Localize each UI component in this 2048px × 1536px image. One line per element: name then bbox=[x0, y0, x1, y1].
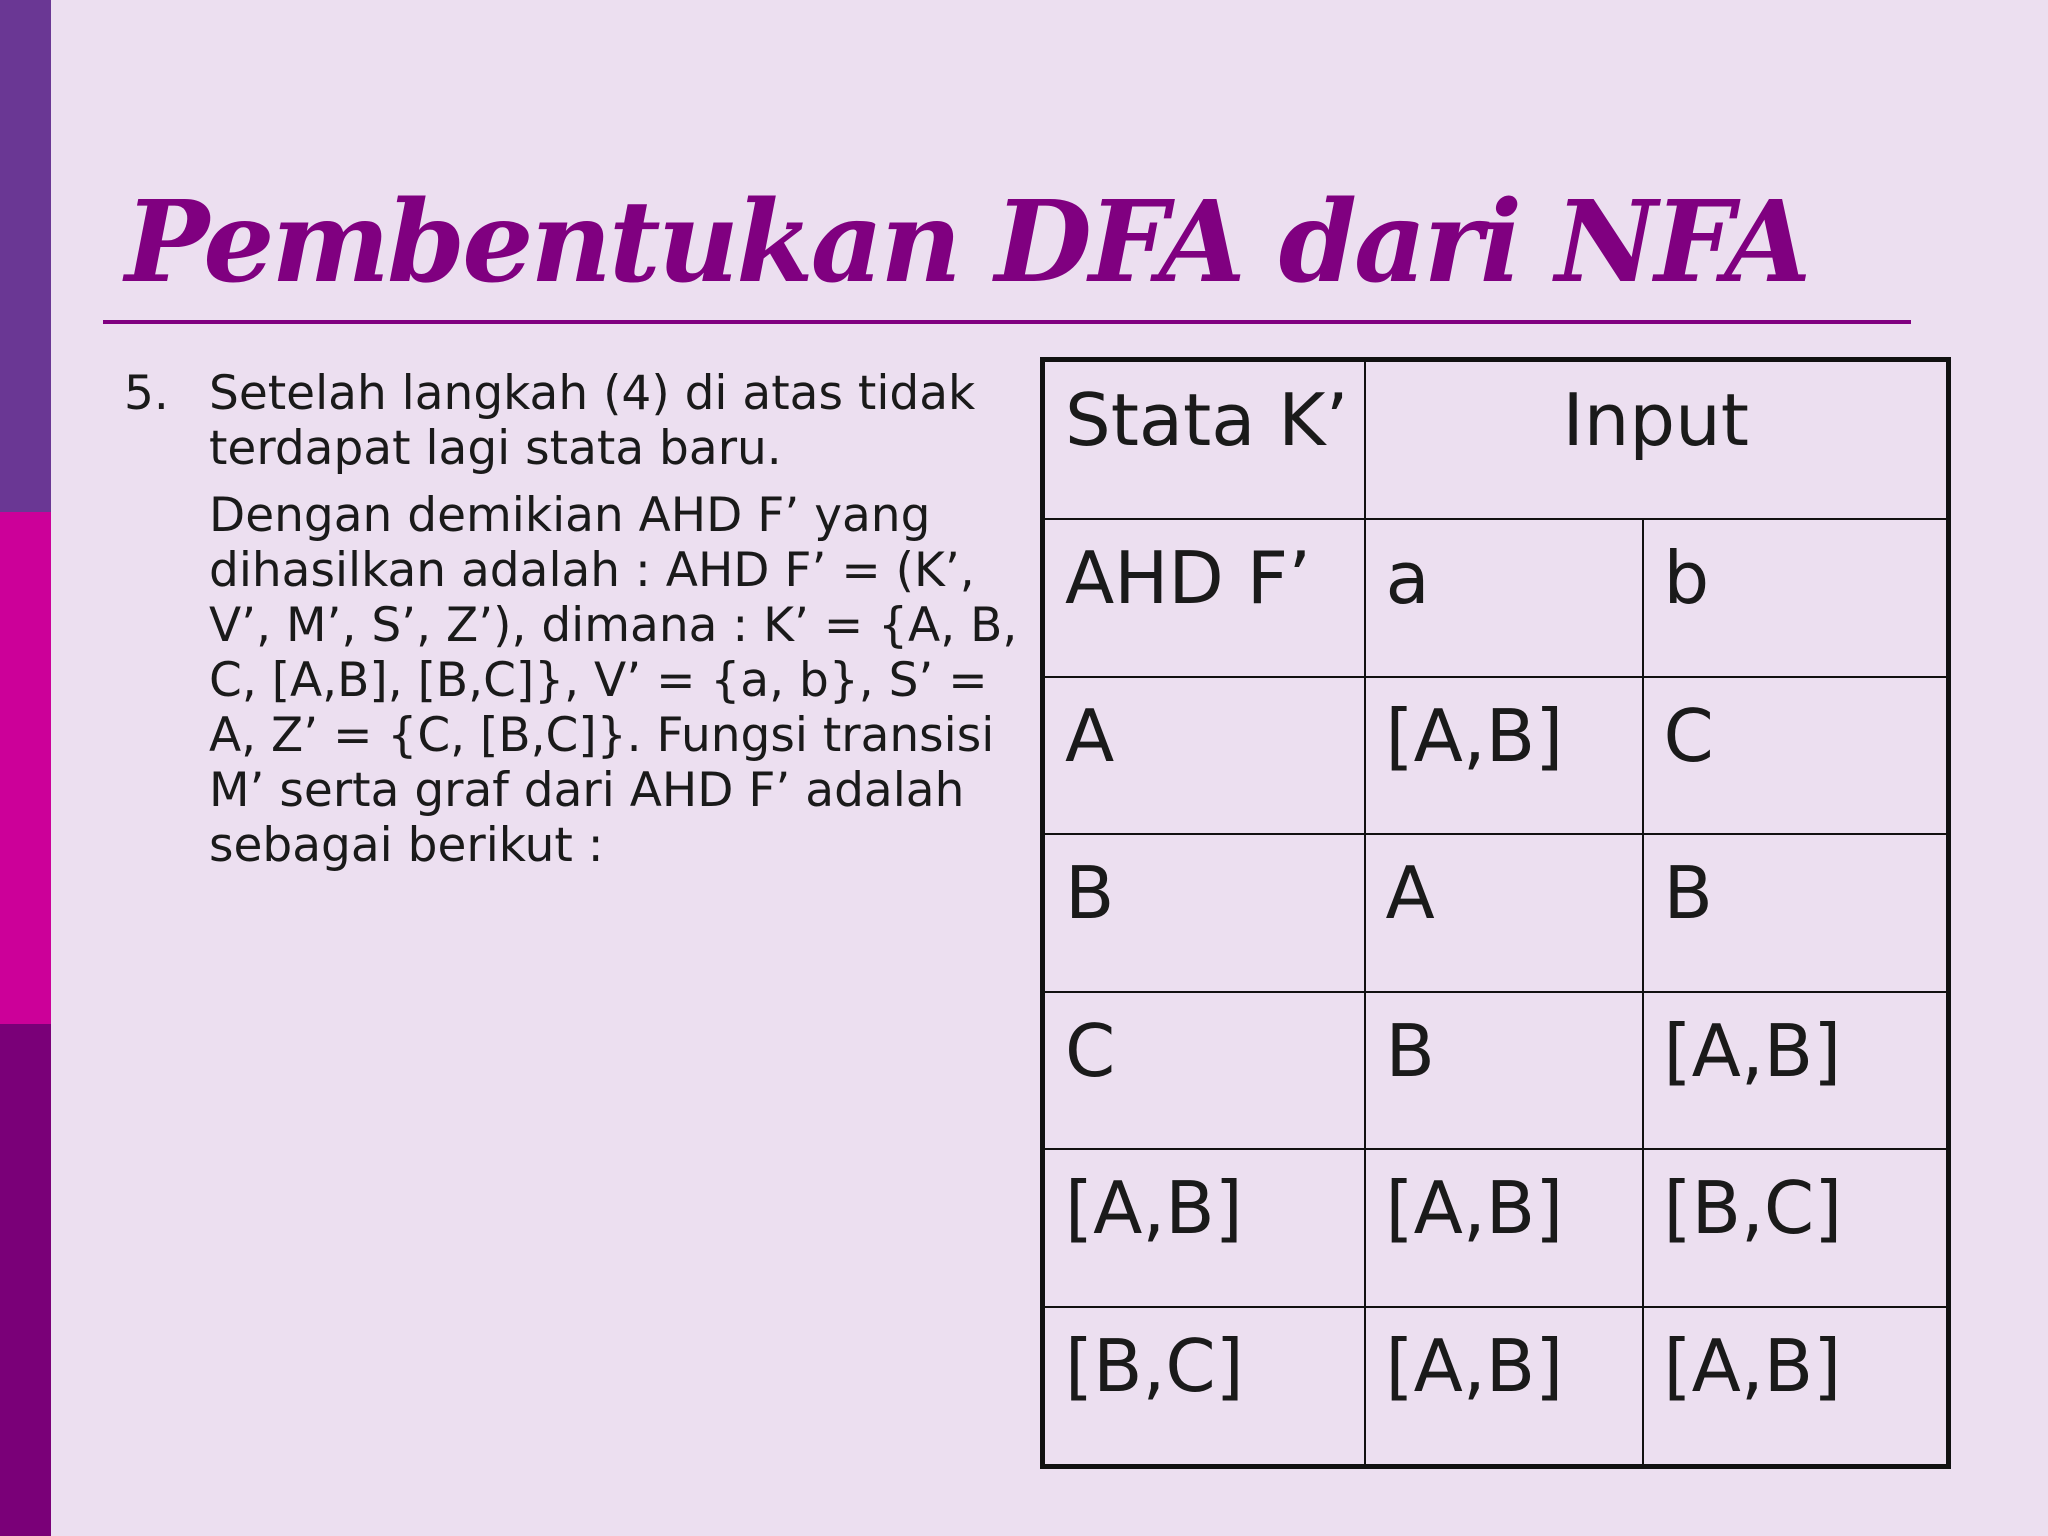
side-bar-top bbox=[0, 0, 51, 512]
table-cell-a: A bbox=[1365, 834, 1643, 991]
subheader-a: a bbox=[1365, 519, 1643, 676]
table-row bbox=[1043, 677, 1949, 834]
slide-title: Pembentukan DFA dari NFA bbox=[125, 177, 1809, 308]
header-state: Stata K’ bbox=[1043, 360, 1365, 520]
table-cell-state: [A,B] bbox=[1043, 1149, 1365, 1306]
body-text bbox=[124, 366, 1018, 873]
table-cell-state: C bbox=[1043, 992, 1365, 1149]
table-row bbox=[1043, 834, 1949, 991]
side-bar-bottom bbox=[0, 1024, 51, 1536]
table-cell-state: B bbox=[1043, 834, 1365, 991]
header-input: Input bbox=[1365, 360, 1949, 520]
table-cell-b: [B,C] bbox=[1643, 1149, 1949, 1306]
table-cell-b: [A,B] bbox=[1643, 992, 1949, 1149]
table-cell-b: C bbox=[1643, 677, 1949, 834]
subheader-b: b bbox=[1643, 519, 1949, 676]
table-row bbox=[1043, 992, 1949, 1149]
paragraph-2: Dengan demikian AHD F’ yang dihasilkan adalah : AHD F’ = (K’, V’, M’, S’, Z’), dimana : K’ = {A, B, C, [A,B], [B,C]}, V’ = {a, b}, S’ = A, Z’ = {C, [B,C]}. Fungsi transisi M’ serta graf dari AHD F’ adalah sebagai berikut : bbox=[209, 488, 1018, 873]
table-header-row bbox=[1043, 360, 1949, 520]
subheader-ahd: AHD F’ bbox=[1043, 519, 1365, 676]
transition-table bbox=[1040, 357, 1951, 1469]
table-row bbox=[1043, 1307, 1949, 1467]
table-cell-b: [A,B] bbox=[1643, 1307, 1949, 1467]
table-subheader-row bbox=[1043, 519, 1949, 676]
table-cell-a: [A,B] bbox=[1365, 1149, 1643, 1306]
table-row bbox=[1043, 1149, 1949, 1306]
title-underline bbox=[103, 320, 1911, 324]
table-cell-state: A bbox=[1043, 677, 1365, 834]
paragraph-1: Setelah langkah (4) di atas tidak terdapat lagi stata baru. bbox=[209, 366, 976, 476]
table-cell-state: [B,C] bbox=[1043, 1307, 1365, 1467]
table-cell-a: [A,B] bbox=[1365, 677, 1643, 834]
table-cell-a: [A,B] bbox=[1365, 1307, 1643, 1467]
list-number: 5. bbox=[124, 366, 169, 421]
table-cell-a: B bbox=[1365, 992, 1643, 1149]
side-bar-middle bbox=[0, 512, 51, 1024]
table-cell-b: B bbox=[1643, 834, 1949, 991]
